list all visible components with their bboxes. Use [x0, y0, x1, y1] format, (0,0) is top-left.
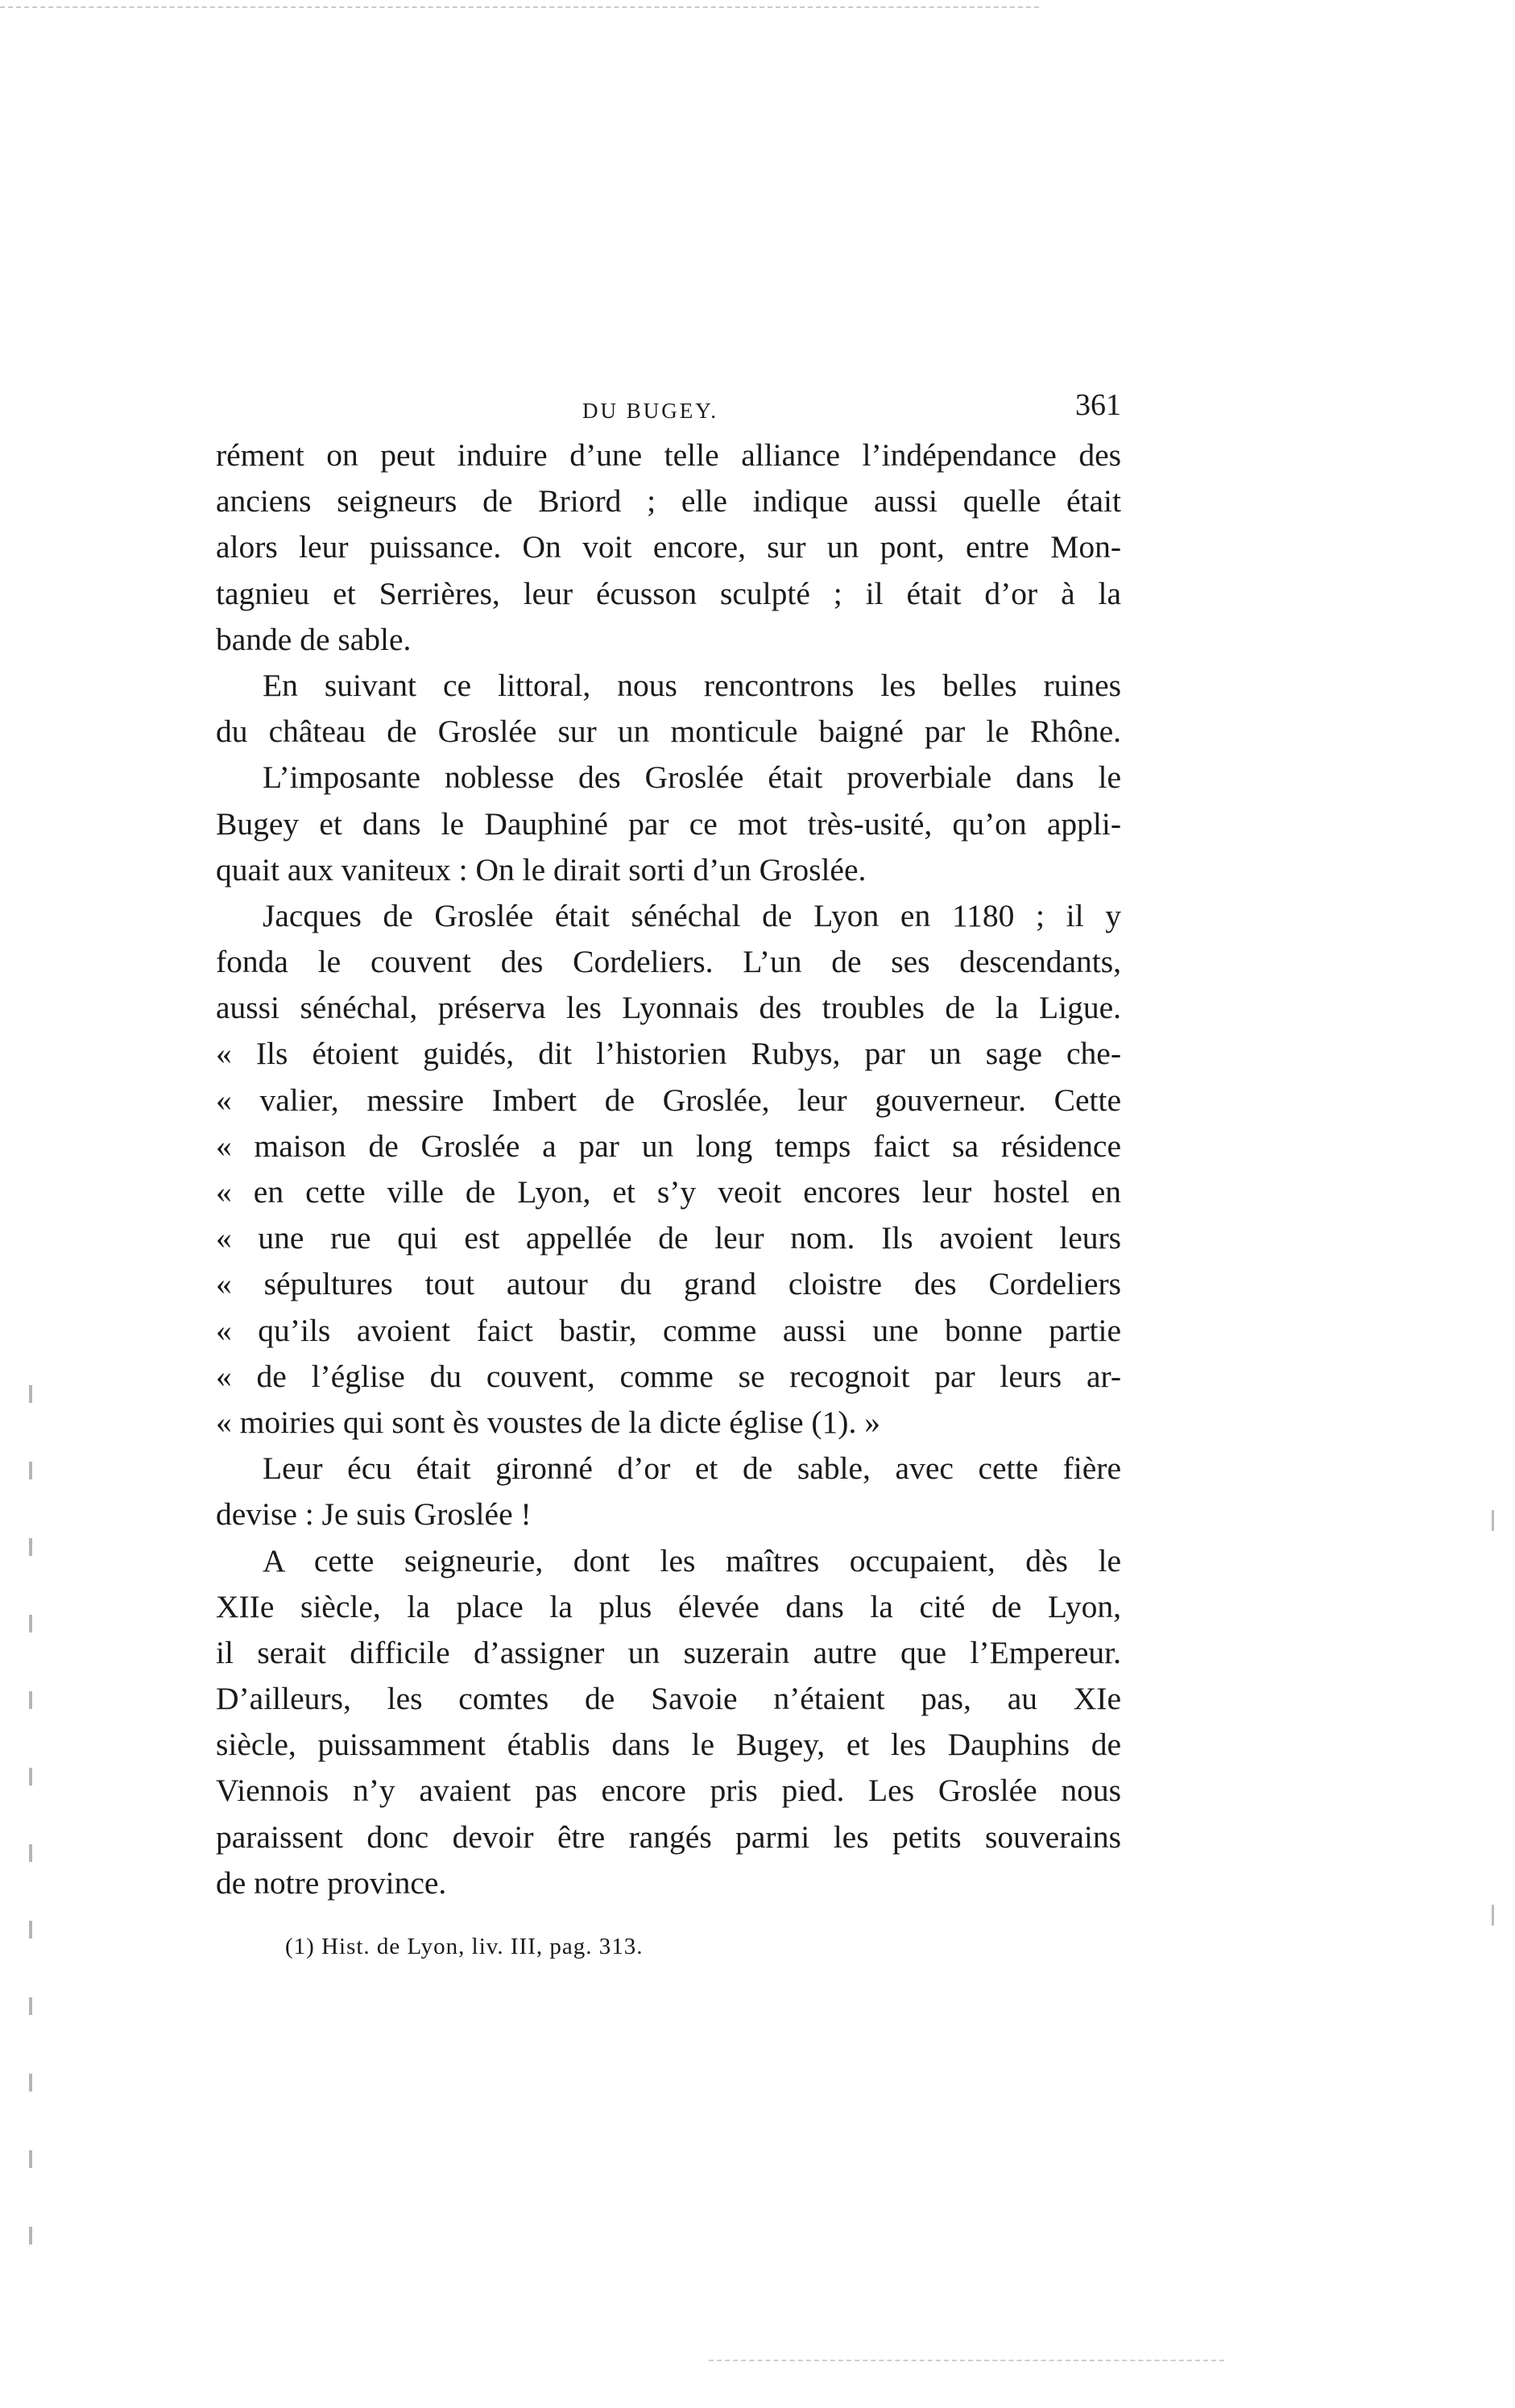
text-line: bande de sable. [216, 621, 412, 657]
text-line: « valier, messire Imbert de Groslée, leur gouverneur. Cette [216, 1082, 1121, 1118]
text-line: siècle, puissamment établis dans le Bugey, et les Dauphins de [216, 1727, 1121, 1763]
text-line: « qu’ils avoient faict bastir, comme aussi une bonne partie [216, 1312, 1121, 1348]
running-title: DU BUGEY. [582, 399, 719, 423]
text-line: En suivant ce littoral, nous rencontrons les belles ruines [263, 667, 1121, 703]
text-line: « Ils étoient guidés, dit l’historien Rubys, par un sage che- [216, 1036, 1121, 1072]
text-line: fonda le couvent des Cordeliers. L’un de ses descendants, [216, 944, 1121, 980]
text-line: tagnieu et Serrières, leur écusson sculpté ; il était d’or à la [216, 575, 1121, 611]
footnote: (1) Hist. de Lyon, liv. III, pag. 313. [285, 1934, 644, 1959]
text-line: il serait difficile d’assigner un suzerain autre que l’Empereur. [216, 1634, 1121, 1670]
text-line: A cette seigneurie, dont les maîtres occupaient, dès le [263, 1542, 1121, 1578]
running-head [216, 383, 1121, 432]
text-line: Viennois n’y avaient pas encore pris pied. Les Groslée nous [216, 1773, 1121, 1809]
scan-top-edge [0, 6, 1039, 8]
text-line: Leur écu était gironné d’or et de sable, avec cette fière [263, 1450, 1121, 1487]
body-text [216, 432, 1121, 1906]
text-line: de notre province. [216, 1864, 447, 1901]
scan-right-margin-mark [1492, 1905, 1494, 1926]
text-line: paraissent donc devoir être rangés parmi les petits souverains [216, 1818, 1121, 1855]
text-line: aussi sénéchal, préserva les Lyonnais des troubles de la Ligue. [216, 990, 1121, 1026]
text-line: L’imposante noblesse des Groslée était proverbiale dans le [263, 759, 1121, 796]
text-line: Jacques de Groslée était sénéchal de Lyon en 1180 ; il y [263, 897, 1121, 933]
scan-right-margin-mark [1492, 1510, 1494, 1531]
text-line: du château de Groslée sur un monticule baigné par le Rhône. [216, 714, 1121, 750]
text-line: XIIe siècle, la place la plus élevée dans la cité de Lyon, [216, 1588, 1121, 1624]
scan-left-margin-marks [29, 1385, 32, 2271]
text-line: « sépultures tout autour du grand cloistre des Cordeliers [216, 1266, 1121, 1302]
text-line: quait aux vaniteux : On le dirait sorti d’un Groslée. [216, 851, 867, 887]
text-line: alors leur puissance. On voit encore, sur un pont, entre Mon- [216, 529, 1121, 565]
text-line: D’ailleurs, les comtes de Savoie n’étaient pas, au XIe [216, 1681, 1121, 1717]
text-line: devise : Je suis Groslée ! [216, 1496, 532, 1533]
text-line: rément on peut induire d’une telle alliance l’indépendance des [216, 437, 1121, 473]
text-line: anciens seigneurs de Briord ; elle indique aussi quelle était [216, 483, 1121, 519]
text-line: « en cette ville de Lyon, et s’y veoit encores leur hostel en [216, 1174, 1121, 1210]
text-line: « une rue qui est appellée de leur nom. Ils avoient leurs [216, 1220, 1121, 1256]
scan-bottom-edge [709, 2360, 1224, 2361]
text-line: « de l’église du couvent, comme se recognoit par leurs ar- [216, 1358, 1121, 1394]
page-number: 361 [1075, 388, 1121, 422]
book-page [216, 383, 1121, 1963]
text-line: Bugey et dans le Dauphiné par ce mot très-usité, qu’on appli- [216, 805, 1121, 842]
text-line: « moiries qui sont ès voustes de la dicte église (1). » [216, 1404, 880, 1440]
text-line: « maison de Groslée a par un long temps faict sa résidence [216, 1127, 1121, 1164]
